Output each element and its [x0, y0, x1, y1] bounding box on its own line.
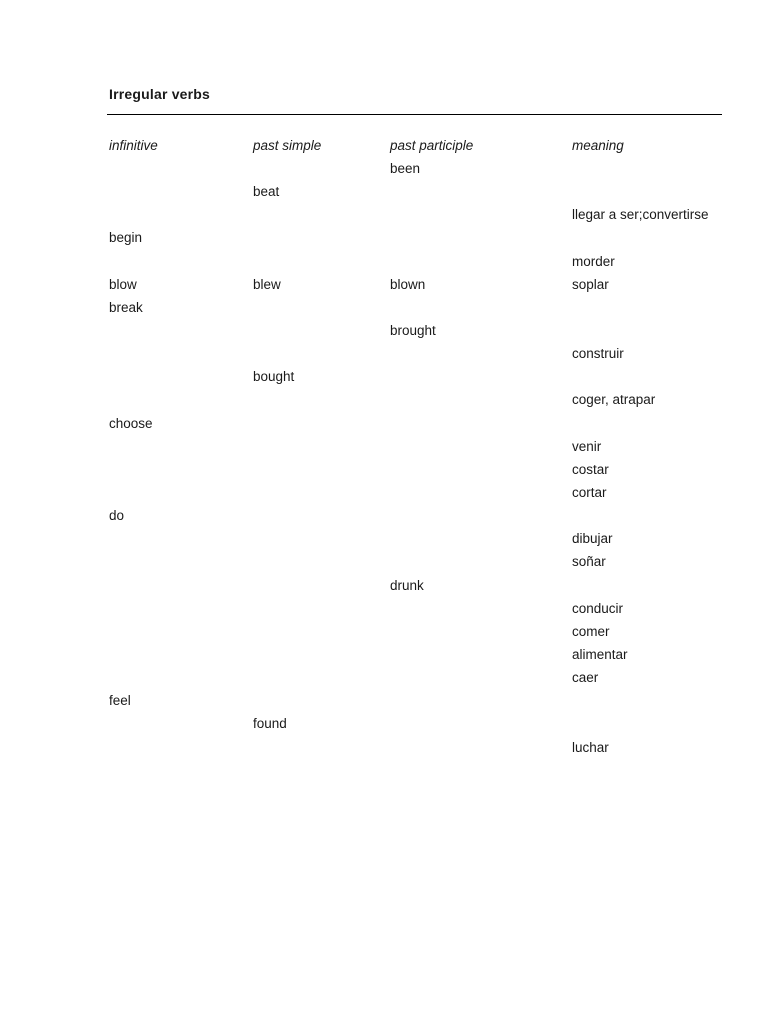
meaning-cell — [570, 296, 732, 319]
infinitive-cell: feel — [109, 693, 131, 709]
past-participle-cell — [388, 342, 570, 365]
infinitive-cell: do — [109, 508, 125, 524]
past-simple-cell — [251, 597, 388, 620]
past-simple-cell — [251, 736, 388, 759]
past-simple-cell — [251, 527, 388, 550]
meaning-cell: coger, atrapar — [572, 392, 656, 408]
meaning-cell: llegar a ser;convertirse — [572, 207, 709, 223]
header-past-simple: past simple — [253, 138, 322, 153]
infinitive-cell — [107, 203, 251, 226]
table-row — [107, 689, 732, 712]
infinitive-cell — [107, 736, 251, 759]
infinitive-cell: break — [109, 299, 143, 315]
past-participle-cell — [388, 296, 570, 319]
past-participle-cell: drunk — [390, 577, 424, 593]
header-infinitive: infinitive — [109, 138, 158, 153]
meaning-cell — [570, 689, 732, 712]
infinitive-cell — [107, 388, 251, 411]
past-simple-cell — [251, 203, 388, 226]
past-simple-cell — [251, 458, 388, 481]
past-simple-cell: found — [253, 716, 287, 732]
table-row — [107, 342, 732, 365]
infinitive-cell — [107, 458, 251, 481]
table-row — [107, 643, 732, 666]
infinitive-cell — [107, 620, 251, 643]
past-participle-cell — [388, 620, 570, 643]
past-participle-cell — [388, 250, 570, 273]
table-row — [107, 597, 732, 620]
past-participle-cell — [388, 666, 570, 689]
past-simple-cell — [251, 157, 388, 180]
past-participle-cell: brought — [390, 323, 436, 339]
past-simple-cell — [251, 666, 388, 689]
meaning-cell: soplar — [572, 276, 609, 292]
infinitive-cell — [107, 574, 251, 597]
meaning-cell: construir — [572, 346, 624, 362]
meaning-cell — [570, 180, 732, 203]
infinitive-cell — [107, 180, 251, 203]
past-simple-cell: blew — [253, 276, 281, 292]
title-divider — [107, 114, 722, 115]
infinitive-cell — [107, 365, 251, 388]
meaning-cell: luchar — [572, 739, 609, 755]
table-row — [107, 157, 732, 180]
past-participle-cell — [388, 689, 570, 712]
past-simple-cell — [251, 689, 388, 712]
past-participle-cell — [388, 180, 570, 203]
past-simple-cell — [251, 319, 388, 342]
past-participle-cell: been — [390, 161, 421, 177]
table-row — [107, 620, 732, 643]
infinitive-cell — [107, 250, 251, 273]
meaning-cell — [570, 226, 732, 249]
meaning-cell — [570, 712, 732, 735]
meaning-cell: comer — [572, 623, 610, 639]
table-row — [107, 273, 732, 296]
past-participle-cell: blown — [390, 276, 426, 292]
past-simple-cell — [251, 643, 388, 666]
infinitive-cell — [107, 435, 251, 458]
past-simple-cell — [251, 574, 388, 597]
infinitive-cell — [107, 342, 251, 365]
past-participle-cell — [388, 226, 570, 249]
meaning-cell: alimentar — [572, 647, 628, 663]
header-meaning: meaning — [572, 138, 624, 153]
past-simple-cell — [251, 481, 388, 504]
meaning-cell: cortar — [572, 485, 607, 501]
infinitive-cell — [107, 550, 251, 573]
table-row — [107, 180, 732, 203]
past-simple-cell — [251, 550, 388, 573]
past-participle-cell — [388, 481, 570, 504]
table-row — [107, 504, 732, 527]
table-row — [107, 412, 732, 435]
table-row — [107, 574, 732, 597]
irregular-verbs-table — [107, 134, 732, 759]
table-row — [107, 666, 732, 689]
past-participle-cell — [388, 712, 570, 735]
past-simple-cell — [251, 296, 388, 319]
past-simple-cell — [251, 342, 388, 365]
infinitive-cell — [107, 712, 251, 735]
meaning-cell: morder — [572, 253, 615, 269]
past-simple-cell — [251, 226, 388, 249]
past-simple-cell — [251, 250, 388, 273]
past-simple-cell: beat — [253, 184, 280, 200]
meaning-cell: dibujar — [572, 531, 613, 547]
table-row — [107, 296, 732, 319]
meaning-cell — [570, 412, 732, 435]
table-row — [107, 319, 732, 342]
meaning-cell — [570, 504, 732, 527]
infinitive-cell: choose — [109, 415, 153, 431]
past-participle-cell — [388, 550, 570, 573]
table-row — [107, 550, 732, 573]
table-row — [107, 458, 732, 481]
table-body — [107, 157, 732, 759]
past-participle-cell — [388, 504, 570, 527]
past-simple-cell — [251, 435, 388, 458]
table-row — [107, 481, 732, 504]
table-row — [107, 250, 732, 273]
table-row — [107, 203, 732, 226]
past-simple-cell — [251, 388, 388, 411]
past-participle-cell — [388, 736, 570, 759]
meaning-cell — [570, 365, 732, 388]
table-row — [107, 435, 732, 458]
infinitive-cell — [107, 666, 251, 689]
past-simple-cell — [251, 620, 388, 643]
table-row — [107, 388, 732, 411]
meaning-cell: costar — [572, 461, 609, 477]
past-participle-cell — [388, 388, 570, 411]
past-participle-cell — [388, 597, 570, 620]
infinitive-cell — [107, 597, 251, 620]
past-simple-cell: bought — [253, 369, 295, 385]
meaning-cell: caer — [572, 670, 599, 686]
infinitive-cell — [107, 157, 251, 180]
past-participle-cell — [388, 458, 570, 481]
past-participle-cell — [388, 527, 570, 550]
past-simple-cell — [251, 504, 388, 527]
past-participle-cell — [388, 643, 570, 666]
past-participle-cell — [388, 203, 570, 226]
meaning-cell: conducir — [572, 600, 624, 616]
meaning-cell: venir — [572, 438, 602, 454]
meaning-cell — [570, 157, 732, 180]
table-row — [107, 712, 732, 735]
header-past-participle: past participle — [390, 138, 474, 153]
past-participle-cell — [388, 412, 570, 435]
infinitive-cell — [107, 527, 251, 550]
past-participle-cell — [388, 365, 570, 388]
table-row — [107, 527, 732, 550]
infinitive-cell: begin — [109, 230, 143, 246]
infinitive-cell: blow — [109, 276, 137, 292]
table-row — [107, 736, 732, 759]
meaning-cell — [570, 319, 732, 342]
infinitive-cell — [107, 481, 251, 504]
table-row — [107, 365, 732, 388]
infinitive-cell — [107, 643, 251, 666]
page-title: Irregular verbs — [109, 86, 211, 102]
past-participle-cell — [388, 435, 570, 458]
infinitive-cell — [107, 319, 251, 342]
table-header-row — [107, 134, 732, 157]
meaning-cell — [570, 574, 732, 597]
past-simple-cell — [251, 412, 388, 435]
table-row — [107, 226, 732, 249]
meaning-cell: soñar — [572, 554, 606, 570]
